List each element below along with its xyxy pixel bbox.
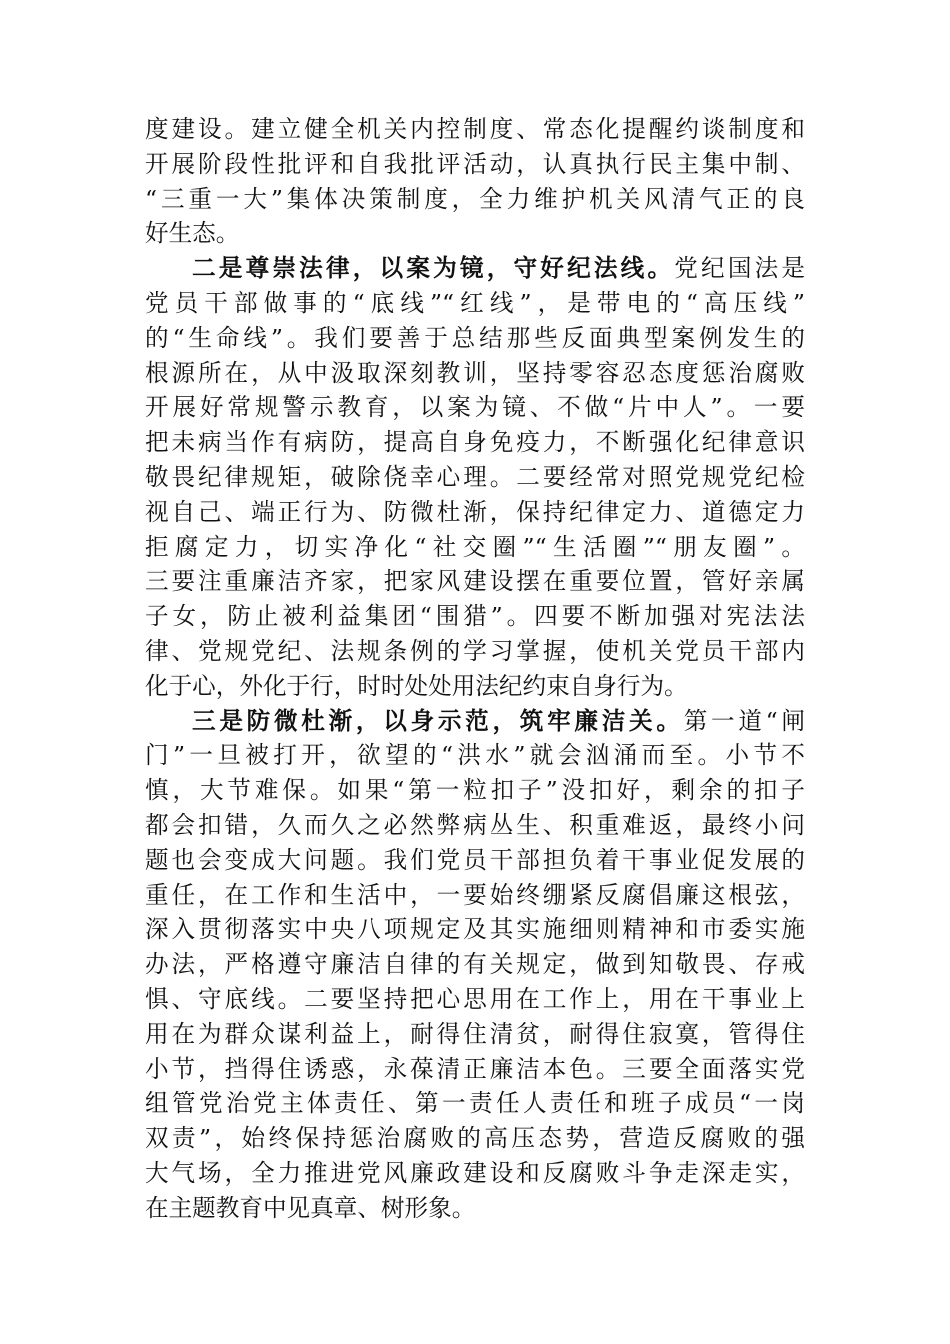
text-line: 都会扣错，久而久之必然弊病丛生、积重难返，最终小问 (145, 810, 805, 839)
text-line: 小节，挡得住诱惑，永葆清正廉洁本色。三要全面落实党 (145, 1054, 805, 1083)
text-line: 深入贯彻落实中央八项规定及其实施细则精神和市委实施 (145, 915, 805, 944)
text-line: 门”一旦被打开，欲望的“洪水”就会汹涌而至。小节不 (145, 741, 805, 770)
text-line: 在主题教育中见真章、树形象。 (145, 1193, 476, 1222)
paragraph-heading: 三是防微杜渐，以身示范，筑牢廉洁关。 (192, 706, 684, 735)
text-line: 化于心，外化于行，时时处处用法纪约束自身行为。 (145, 671, 688, 700)
text-segment: 党纪国法是 (674, 254, 806, 283)
text-line: 的“生命线”。我们要善于总结那些反面典型案例发生的 (145, 323, 805, 352)
text-line (145, 704, 805, 739)
text-line: 开展阶段性批评和自我批评活动，认真执行民主集中制、 (145, 149, 805, 178)
paragraph-3 (145, 704, 805, 1226)
paragraph-2 (145, 251, 805, 703)
text-line: 慎，大节难保。如果“第一粒扣子”没扣好，剩余的扣子 (145, 776, 805, 805)
text-line: 敬畏纪律规矩，破除侥幸心理。二要经常对照党规党纪检 (145, 462, 805, 491)
text-line: 开展好常规警示教育，以案为镜、不做“片中人”。一要 (145, 393, 805, 422)
text-line: 好生态。 (145, 219, 240, 248)
text-line: 大气场，全力推进党风廉政建设和反腐败斗争走深走实， (145, 1158, 805, 1187)
text-segment: 第一道“闸 (683, 706, 806, 735)
text-line: “三重一大”集体决策制度，全力维护机关风清气正的良 (145, 184, 805, 213)
paragraph-1 (145, 112, 805, 251)
text-line: 组管党治党主体责任、第一责任人责任和班子成员“一岗 (145, 1089, 805, 1118)
text-line: 把未病当作有病防，提高自身免疫力，不断强化纪律意识 (145, 428, 805, 457)
text-line: 律、党规党纪、法规条例的学习掌握，使机关党员干部内 (145, 636, 805, 665)
text-line: 办法，严格遵守廉洁自律的有关规定，做到知敬畏、存戒 (145, 950, 805, 979)
text-line: 子女，防止被利益集团“围猎”。四要不断加强对宪法法 (145, 602, 805, 631)
text-line: 拒腐定力，切实净化“社交圈”“生活圈”“朋友圈”。 (145, 532, 805, 561)
text-line: 双责”，始终保持惩治腐败的高压态势，营造反腐败的强 (145, 1124, 805, 1153)
text-line: 惧、守底线。二要坚持把心思用在工作上，用在干事业上 (145, 984, 805, 1013)
text-line: 三要注重廉洁齐家，把家风建设摆在重要位置，管好亲属 (145, 567, 805, 596)
document-page (145, 112, 805, 1226)
text-line: 重任，在工作和生活中，一要始终绷紧反腐倡廉这根弦， (145, 880, 805, 909)
text-line: 用在为群众谋利益上，耐得住清贫，耐得住寂寞，管得住 (145, 1019, 805, 1048)
text-line: 党员干部做事的“底线”“红线”，是带电的“高压线” (145, 288, 805, 317)
text-line (145, 251, 805, 286)
paragraph-heading: 二是尊崇法律，以案为镜，守好纪法线。 (192, 254, 675, 283)
text-line: 视自己、端正行为、防微杜渐，保持纪律定力、道德定力 (145, 497, 805, 526)
text-line: 度建设。建立健全机关内控制度、常态化提醒约谈制度和 (145, 115, 805, 143)
text-line: 题也会变成大问题。我们党员干部担负着干事业促发展的 (145, 845, 805, 874)
text-line: 根源所在，从中汲取深刻教训，坚持零容忍态度惩治腐败 (145, 358, 805, 387)
